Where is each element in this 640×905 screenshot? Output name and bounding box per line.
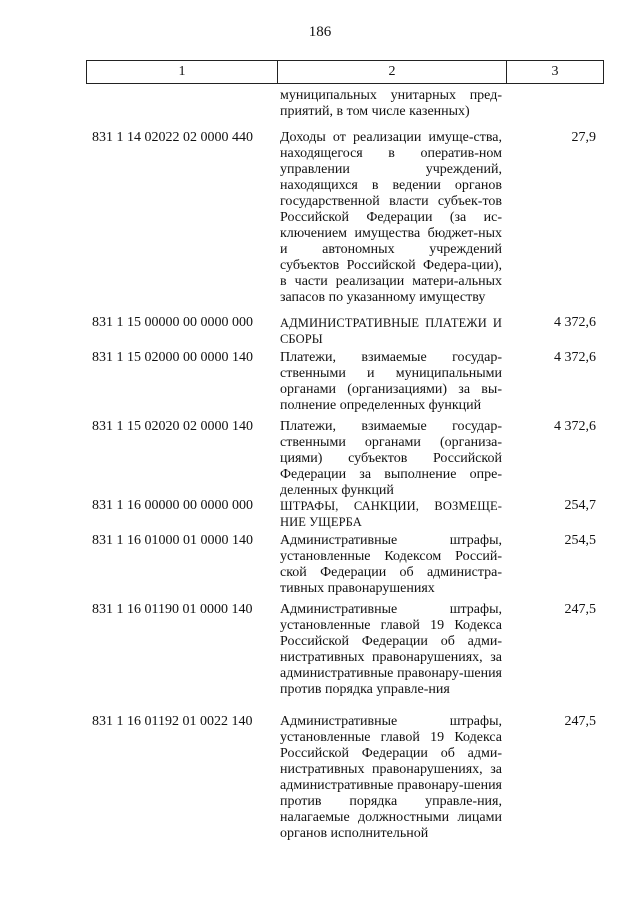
- column-header-row: [87, 61, 604, 84]
- row-amount: 27,9: [571, 130, 596, 145]
- page-number: 186: [308, 24, 332, 40]
- budget-code: 831 1 16 01000 01 0000 140: [92, 533, 253, 548]
- column-header-table: [86, 60, 604, 84]
- budget-code: 831 1 16 01190 01 0000 140: [92, 602, 253, 617]
- row-amount: 4 372,6: [554, 419, 596, 434]
- row-amount: 4 372,6: [554, 350, 596, 365]
- row-amount: 254,7: [564, 498, 596, 513]
- row-description: Платежи, взимаемые государ-ственными органами (организа-циями) субъектов Российской Федерации за выполнение опре-деленных функций: [280, 419, 502, 498]
- row-description: Административные штрафы, установленные Кодексом Россий-ской Федерации об администра-тивных правонарушениях: [280, 533, 502, 596]
- column-header-3: 3: [507, 61, 604, 84]
- budget-code: 831 1 14 02022 02 0000 440: [92, 130, 253, 145]
- budget-code: 831 1 15 02000 00 0000 140: [92, 350, 253, 365]
- row-amount: 254,5: [564, 533, 596, 548]
- row-amount: 247,5: [564, 714, 596, 729]
- budget-code: 831 1 15 02020 02 0000 140: [92, 419, 253, 434]
- column-header-2: 2: [278, 61, 507, 84]
- row-amount: 4 372,6: [554, 315, 596, 330]
- row-description: Административные штрафы, установленные главой 19 Кодекса Российской Федерации об адми-нистративных правонарушениях, за административные правонару-шения против порядка управле-ния, налагаемые должностными лицами органов исполнительной: [280, 714, 502, 841]
- column-header-1: 1: [87, 61, 278, 84]
- row-description: АДМИНИСТРАТИВНЫЕ ПЛАТЕЖИ И СБОРЫ: [280, 316, 502, 346]
- budget-code: 831 1 16 01192 01 0022 140: [92, 714, 253, 729]
- continued-description: муниципальных унитарных пред-приятий, в том числе казенных): [280, 88, 502, 119]
- row-description: ШТРАФЫ, САНКЦИИ, ВОЗМЕЩЕ-НИЕ УЩЕРБА: [280, 499, 502, 529]
- row-description: Платежи, взимаемые государ-ственными и муниципальными органами (организациями) за вы-полнение определенных функций: [280, 350, 502, 413]
- budget-code: 831 1 16 00000 00 0000 000: [92, 498, 253, 513]
- row-amount: 247,5: [564, 602, 596, 617]
- row-description: Доходы от реализации имуще-ства, находящегося в оператив-ном управлении учреждений, находящихся в ведении органов государственной власти субъек-тов Российской Федерации (за ис-ключением имущества бюджет-ных и автономных учреждений субъектов Российской Федера-ции), в части реализации матери-альных запасов по указанному имуществу: [280, 130, 502, 305]
- row-description: Административные штрафы, установленные главой 19 Кодекса Российской Федерации об адми-нистративных правонарушениях, за административные правонару-шения против порядка управле-ния: [280, 602, 502, 697]
- budget-code: 831 1 15 00000 00 0000 000: [92, 315, 253, 330]
